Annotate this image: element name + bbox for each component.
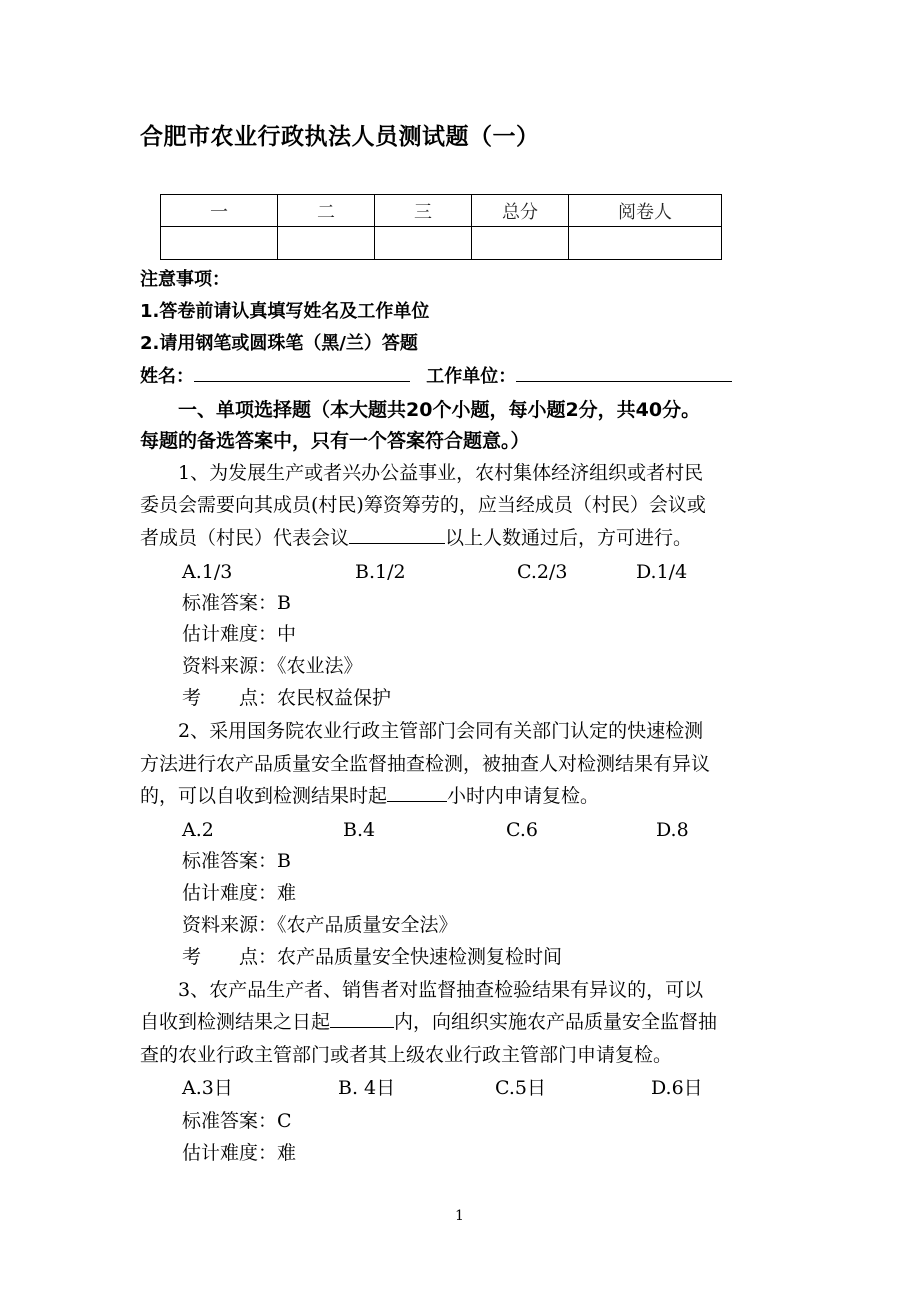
name-unit-row: [140, 361, 732, 392]
unit-label: 工作单位：: [426, 366, 517, 387]
section1-heading-line2: 每题的备选答案中，只有一个答案符合题意。）: [140, 430, 530, 452]
score-header-cell: 二: [278, 195, 375, 227]
q3-option-b: B. 4日: [338, 1077, 396, 1099]
q2-blank[interactable]: [387, 783, 447, 802]
unit-input-line[interactable]: [516, 363, 732, 382]
q2-option-b: B.4: [343, 819, 376, 841]
name-input-line[interactable]: [194, 363, 410, 382]
page-title: 合肥市农业行政执法人员测试题（一）: [140, 124, 540, 150]
page-number: 1: [455, 1208, 464, 1224]
q2-difficulty: 估计难度：难: [182, 882, 297, 904]
section1-heading-line1: 一、单项选择题（本大题共20个小题，每小题2分，共40分。: [178, 399, 701, 421]
q3-difficulty: 估计难度：难: [182, 1142, 297, 1164]
q2-option-c: C.6: [506, 819, 538, 841]
q2-option-d: D.8: [656, 819, 689, 841]
q2-answer: 标准答案：B: [182, 850, 291, 872]
notes-item-2: 2.请用钢笔或圆珠笔（黑/兰）答题: [140, 333, 418, 354]
q1-line3-start: 者成员（村民）代表会议: [140, 527, 350, 549]
score-header-cell: 一: [161, 195, 278, 227]
score-header-cell: 三: [375, 195, 472, 227]
q2-line3: [140, 781, 599, 812]
q1-option-a: A.1/3: [182, 561, 233, 583]
q3-answer: 标准答案：C: [182, 1110, 292, 1132]
name-label: 姓名：: [140, 366, 194, 387]
q3-line3: 查的农业行政主管部门或者其上级农业行政主管部门申请复检。: [140, 1044, 673, 1066]
q2-point: 考 点：农产品质量安全快速检测复检时间: [182, 946, 563, 968]
q1-option-b: B.1/2: [355, 561, 406, 583]
q3-line1: 3、农产品生产者、销售者对监督抽查检验结果有异议的，可以: [178, 979, 704, 1001]
q2-line2: 方法进行农产品质量安全监督抽查检测，被抽查人对检测结果有异议: [140, 753, 711, 775]
score-table-header-row: [161, 195, 722, 227]
q3-option-a: A.3日: [182, 1077, 233, 1099]
q1-answer: 标准答案：B: [182, 592, 291, 614]
score-header-cell: 总分: [472, 195, 569, 227]
score-cell[interactable]: [375, 227, 472, 260]
q1-line3-end: 以上人数通过后，方可进行。: [445, 527, 693, 549]
q2-line1: 2、采用国务院农业行政主管部门会同有关部门认定的快速检测: [178, 720, 704, 742]
q3-line2: [140, 1007, 717, 1038]
q1-line1: 1、为发展生产或者兴办公益事业，农村集体经济组织或者村民: [178, 462, 704, 484]
q1-blank[interactable]: [349, 525, 445, 544]
q1-point: 考 点：农民权益保护: [182, 687, 392, 709]
score-cell[interactable]: [278, 227, 375, 260]
q2-line3-start: 的，可以自收到检测结果时起: [140, 785, 388, 807]
score-table: [160, 194, 722, 260]
q1-difficulty: 估计难度：中: [182, 623, 297, 645]
q3-option-c: C.5日: [495, 1077, 546, 1099]
q2-source: 资料来源：《农产品质量安全法》: [182, 914, 458, 936]
score-cell[interactable]: [472, 227, 569, 260]
q1-option-d: D.1/4: [636, 561, 688, 583]
q3-line2-start: 自收到检测结果之日起: [140, 1011, 331, 1033]
q1-line3: [140, 523, 692, 554]
score-table-blank-row: [161, 227, 722, 260]
notes-heading: 注意事项：: [140, 269, 230, 290]
score-header-cell: 阅卷人: [569, 195, 722, 227]
q3-line2-end: 内，向组织实施农产品质量安全监督抽: [394, 1011, 718, 1033]
q3-option-d: D.6日: [651, 1077, 703, 1099]
q1-line2: 委员会需要向其成员(村民)筹资筹劳的，应当经成员（村民）会议或: [140, 494, 706, 516]
q1-option-c: C.2/3: [517, 561, 568, 583]
q2-line3-end: 小时内申请复检。: [447, 785, 600, 807]
q2-option-a: A.2: [182, 819, 214, 841]
score-cell[interactable]: [161, 227, 278, 260]
score-cell[interactable]: [569, 227, 722, 260]
q3-blank[interactable]: [330, 1009, 394, 1028]
notes-item-1: 1.答卷前请认真填写姓名及工作单位: [140, 301, 430, 322]
q1-source: 资料来源：《农业法》: [182, 655, 363, 677]
